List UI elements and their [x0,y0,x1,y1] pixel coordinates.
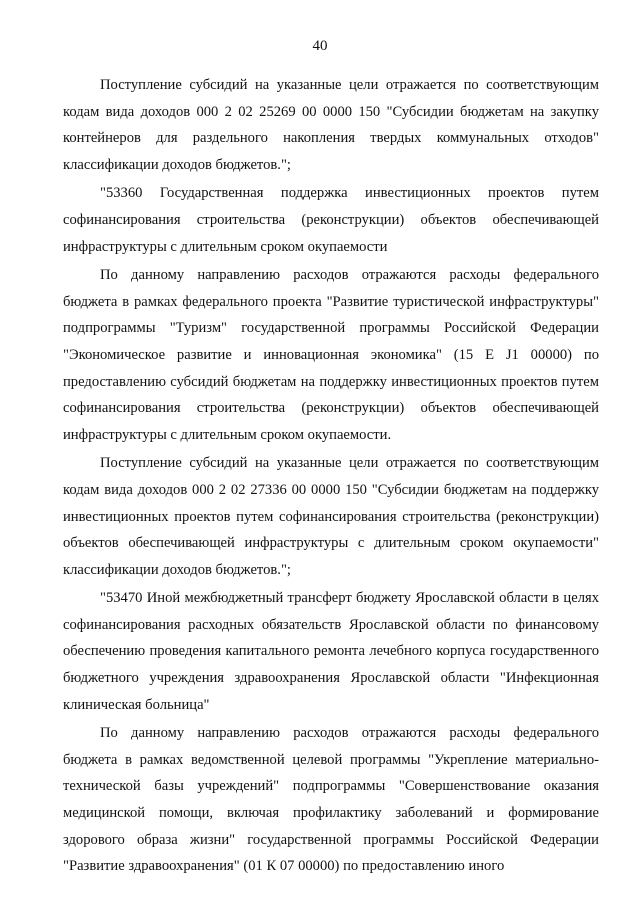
paragraph-subsidies-containers-revenue: Поступление субсидий на указанные цели отражается по соответствующим кодам вида доходов 000 2 02 25269 00 0000 150 "Субсидии бюджетам на закупку контейнеров для раздельного накопления твердых коммунальных отходов" классификации доходов бюджетов."; [63,77,599,173]
paragraph-53470-expenditure: По данному направлению расходов отражаются расходы федерального бюджета в рамках ведомственной целевой программы "Укрепление материально-технической базы учреждений" подпрограммы "Совершенствование оказания медицинской помощи, включая профилактику заболеваний и формирование здорового образа жизни" государственной программы Российской Федерации "Развитие здравоохранения" (01 К 07 00000) по предоставлению иного [63,725,599,875]
paragraph-53360-revenue: Поступление субсидий на указанные цели отражается по соответствующим кодам вида доходов 000 2 02 27336 00 0000 150 "Субсидии бюджетам на поддержку инвестиционных проектов путем софинансирования строительства (реконструкции) объектов обеспечивающей инфраструктуры с длительным сроком окупаемости" классификации доходов бюджетов."; [63,455,599,578]
page-number: 40 [312,38,328,54]
paragraph-53360-expenditure: По данному направлению расходов отражаются расходы федерального бюджета в рамках федерального проекта "Развитие туристической инфраструктуры" подпрограммы "Туризм" государственной программы Российской Федерации "Экономическое развитие и инновационная экономика" (15 Е J1 00000) по предоставлению субсидий бюджетам на поддержку инвестиционных проектов путем софинансирования строительства (реконструкции) объектов обеспечивающей инфраструктуры с длительным сроком окупаемости. [63,267,599,443]
paragraph-53470-heading: "53470 Иной межбюджетный трансферт бюджету Ярославской области в целях софинансирования расходных обязательств Ярославской области по финансовому обеспечению проведения капитального ремонта лечебного корпуса государственного бюджетного учреждения здравоохранения Ярославской области "Инфекционная клиническая больница" [63,590,599,713]
document-body [63,72,599,882]
paragraph-53360-heading: "53360 Государственная поддержка инвестиционных проектов путем софинансирования строительства (реконструкции) объектов обеспечивающей инфраструктуры с длительным сроком окупаемости [63,185,599,255]
